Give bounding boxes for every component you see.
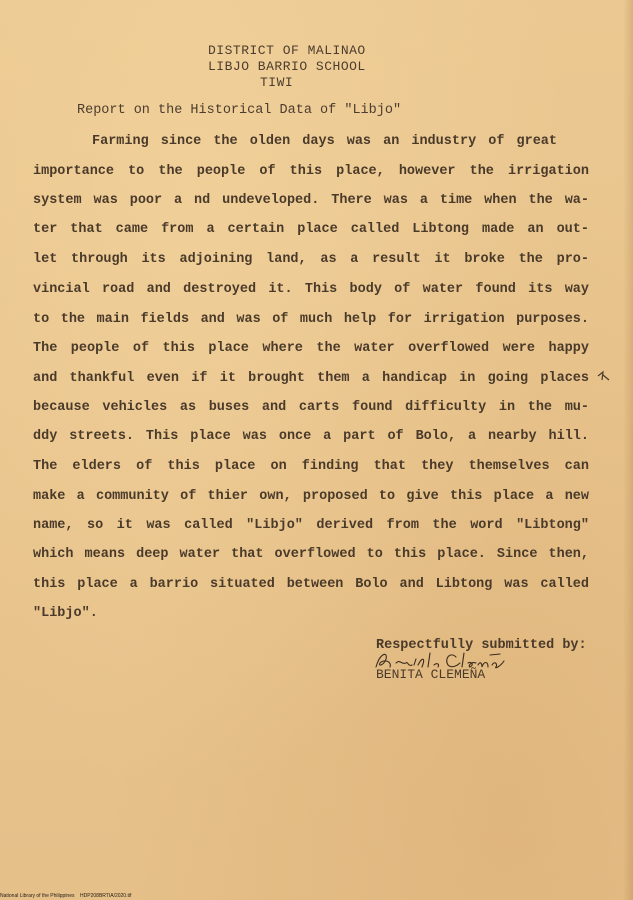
archive-footer: National Library of the Philippines HDP208BRTIA/2020.tif [0, 893, 132, 899]
body-line: vincial road and destroyed it. This body of water found its way [33, 282, 589, 297]
body-line: Farming since the olden days was an industry of great [92, 134, 557, 149]
body-line: ter that came from a certain place called Libtong made an out- [33, 222, 589, 237]
body-line: and thankful even if it brought them a handicap in going places [33, 371, 589, 386]
body-line: which means deep water that overflowed to this place. Since then, [33, 547, 589, 562]
body-line: this place a barrio situated between Bolo and Libtong was called [33, 577, 589, 592]
body-line: The elders of this place on finding that they themselves can [33, 459, 589, 474]
signoff-text: Respectfully submitted by: [376, 638, 587, 653]
body-line: importance to the people of this place, however the irrigation [33, 164, 589, 179]
body-line: let through its adjoining land, as a result it broke the pro- [33, 252, 589, 267]
body-line: name, so it was called "Libjo" derived from the word "Libtong" [33, 518, 589, 533]
signer-name: BENITA CLEMEÑA [376, 667, 486, 682]
body-line: ddy streets. This place was once a part of Bolo, a nearby hill. [33, 429, 589, 444]
body-line: system was poor a nd undeveloped. There was a time when the wa- [33, 193, 589, 208]
paper-edge-shadow [623, 0, 633, 900]
header-school: LIBJO BARRIO SCHOOL [208, 59, 366, 74]
header-district: DISTRICT OF MALINAO [208, 43, 366, 58]
body-line: The people of this place where the water overflowed were happy [33, 341, 589, 356]
body-line: "Libjo". [33, 606, 98, 621]
body-line: to the main fields and was of much help for irrigation purposes. [33, 312, 589, 327]
header-town: TIWI [260, 75, 294, 90]
body-line: because vehicles as buses and carts found difficulty in the mu- [33, 400, 589, 415]
margin-check-mark [596, 368, 612, 384]
report-title: Report on the Historical Data of "Libjo" [77, 103, 402, 118]
body-line: make a community of thier own, proposed to give this place a new [33, 489, 589, 504]
